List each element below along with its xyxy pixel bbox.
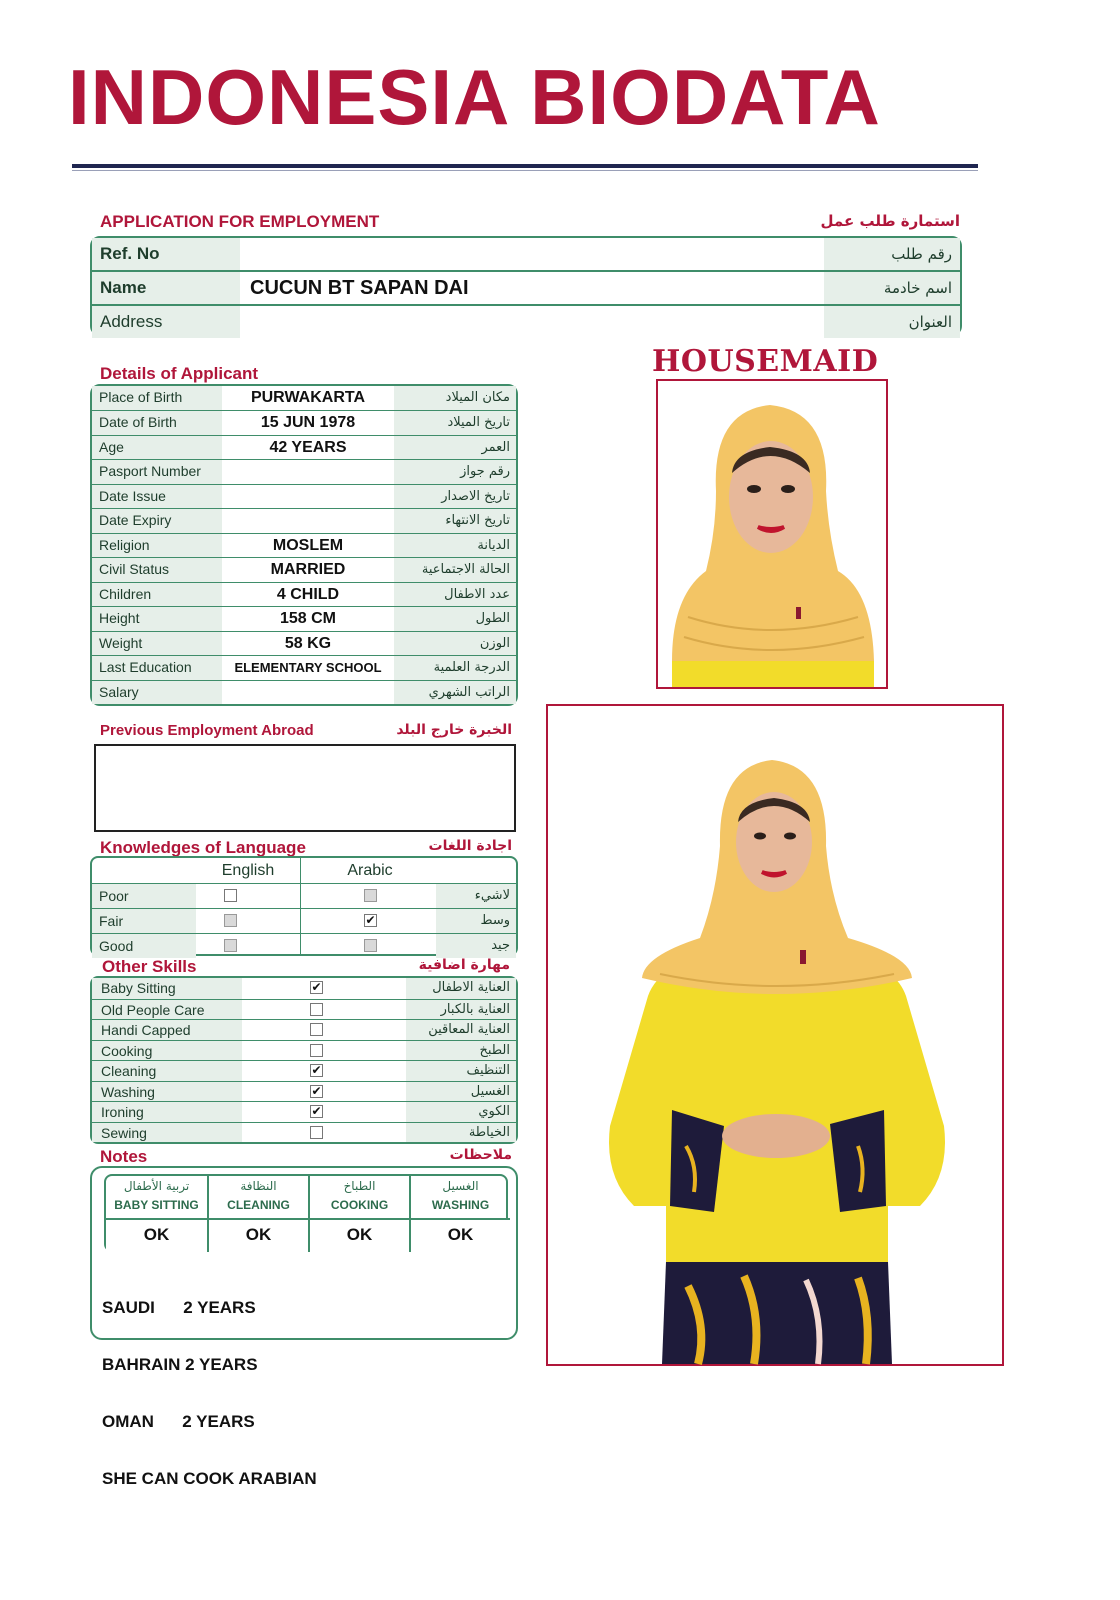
detail-label-arabic: تاريخ الانتهاء — [394, 509, 516, 532]
skill-checkbox[interactable] — [310, 1003, 323, 1016]
notes-col-value: OK — [209, 1218, 308, 1254]
detail-value: MOSLEM — [222, 534, 394, 557]
skills-heading-arabic: مهارة اضافية — [418, 957, 510, 973]
notes-col-washing — [409, 1176, 510, 1250]
title-divider — [72, 164, 978, 168]
arabic-poor-checkbox[interactable] — [364, 889, 377, 902]
notes-col-label: WASHING — [431, 1198, 490, 1212]
skill-row — [92, 1101, 516, 1122]
detail-value — [222, 509, 394, 532]
ref-no-row — [92, 238, 960, 270]
detail-label: Last Education — [92, 656, 222, 679]
detail-row — [92, 410, 516, 434]
ref-no-label-arabic: رقم طلب — [824, 238, 960, 270]
skill-row — [92, 978, 516, 999]
skill-checkbox[interactable]: ✔ — [311, 980, 322, 994]
skill-label-arabic: الطبخ — [406, 1041, 516, 1061]
details-table — [90, 384, 518, 706]
detail-row — [92, 533, 516, 557]
detail-row — [92, 508, 516, 532]
notes-col-arabic: تربية الأطفال — [123, 1179, 190, 1193]
detail-row — [92, 680, 516, 704]
notes-line: BAHRAIN 2 YEARS — [102, 1355, 258, 1374]
detail-row — [92, 582, 516, 606]
language-row-fair — [92, 908, 516, 933]
skill-label: Handi Capped — [92, 1020, 242, 1040]
notes-col-label: CLEANING — [227, 1198, 290, 1212]
language-row-good — [92, 933, 516, 958]
skill-label-arabic: العناية المعاقين — [406, 1020, 516, 1040]
name-label: Name — [92, 272, 240, 304]
english-poor-checkbox[interactable] — [224, 889, 237, 902]
skill-label-arabic: الخياطة — [406, 1123, 516, 1143]
language-col-english: English — [221, 862, 275, 879]
detail-label: Date of Birth — [92, 411, 222, 434]
notes-skill-grid — [104, 1174, 508, 1252]
detail-label-arabic: الديانة — [394, 534, 516, 557]
skill-checkbox[interactable]: ✔ — [311, 1083, 322, 1098]
full-body-illustration — [548, 706, 1002, 1364]
address-row — [92, 304, 960, 338]
address-value — [240, 306, 824, 338]
name-row — [92, 270, 960, 304]
skill-row — [92, 1019, 516, 1040]
portrait-photo — [656, 379, 888, 689]
skill-label-arabic: الغسيل — [406, 1082, 516, 1102]
language-table — [90, 856, 518, 956]
detail-value — [222, 460, 394, 483]
application-heading-arabic: استمارة طلب عمل — [820, 212, 960, 230]
ref-no-label: Ref. No — [92, 238, 240, 270]
detail-label-arabic: الوزن — [394, 632, 516, 655]
notes-box — [90, 1166, 518, 1488]
name-label-arabic: اسم خادمة — [824, 272, 960, 304]
detail-value: ELEMENTARY SCHOOL — [222, 656, 394, 679]
arabic-fair-checkbox[interactable]: ✔ — [365, 913, 376, 927]
skill-label: Sewing — [92, 1123, 242, 1143]
language-heading-arabic: اجادة اللغات — [428, 838, 512, 854]
detail-label: Date Issue — [92, 485, 222, 508]
skill-label: Baby Sitting — [92, 978, 242, 999]
skills-table — [90, 976, 518, 1144]
notes-col-value: OK — [411, 1218, 510, 1254]
page-title: INDONESIA BIODATA — [68, 53, 881, 141]
application-heading: APPLICATION FOR EMPLOYMENT — [100, 212, 380, 231]
detail-value — [222, 681, 394, 704]
skill-checkbox[interactable]: ✔ — [311, 1063, 322, 1077]
arabic-good-checkbox[interactable] — [364, 939, 377, 952]
notes-heading: Notes — [100, 1147, 148, 1166]
detail-label-arabic: العمر — [394, 436, 516, 459]
detail-value: PURWAKARTA — [222, 386, 394, 410]
detail-label: Children — [92, 583, 222, 606]
detail-label-arabic: الدرجة العلمية — [394, 656, 516, 679]
detail-label-arabic: رقم جواز — [394, 460, 516, 483]
notes-line: OMAN 2 YEARS — [102, 1412, 255, 1431]
skill-label-arabic: التنظيف — [406, 1061, 516, 1081]
detail-label: Religion — [92, 534, 222, 557]
detail-row — [92, 484, 516, 508]
name-value: CUCUN BT SAPAN DAI — [240, 272, 824, 304]
notes-col-value: OK — [106, 1218, 207, 1254]
notes-col-cooking — [308, 1176, 409, 1250]
portrait-illustration — [658, 381, 886, 687]
detail-value — [222, 485, 394, 508]
full-body-photo — [546, 704, 1004, 1366]
skill-label: Cooking — [92, 1041, 242, 1061]
detail-row — [92, 386, 516, 410]
detail-row — [92, 435, 516, 459]
english-good-checkbox[interactable] — [224, 939, 237, 952]
detail-label-arabic: عدد الاطفال — [394, 583, 516, 606]
language-label-fair: Fair — [92, 909, 196, 933]
skill-row — [92, 1060, 516, 1081]
language-label-fair-arabic: وسط — [436, 909, 516, 933]
detail-row — [92, 557, 516, 581]
detail-label: Height — [92, 607, 222, 630]
detail-row — [92, 459, 516, 483]
language-col-arabic: Arabic — [347, 862, 393, 879]
detail-label: Age — [92, 436, 222, 459]
skill-row — [92, 1122, 516, 1143]
notes-heading-arabic: ملاحظات — [449, 1147, 512, 1163]
skill-checkbox[interactable] — [310, 1044, 323, 1057]
detail-label-arabic: مكان الميلاد — [394, 386, 516, 410]
notes-col-arabic: الطباخ — [343, 1179, 376, 1193]
skill-label-arabic: العناية بالكبار — [406, 1000, 516, 1020]
detail-label-arabic: تاريخ الاصدار — [394, 485, 516, 508]
skill-label: Old People Care — [92, 1000, 242, 1020]
address-label: Address — [92, 306, 240, 338]
english-fair-checkbox[interactable] — [224, 914, 237, 927]
notes-text — [102, 1260, 317, 1526]
previous-employment-heading-arabic: الخبرة خارج البلد — [396, 722, 512, 738]
notes-line: SHE CAN COOK ARABIAN — [102, 1469, 317, 1488]
language-label-poor: Poor — [92, 884, 196, 908]
skill-row — [92, 999, 516, 1020]
detail-value: 58 KG — [222, 632, 394, 655]
previous-employment-box — [94, 744, 516, 832]
detail-value: 4 CHILD — [222, 583, 394, 606]
detail-label: Salary — [92, 681, 222, 704]
skill-checkbox[interactable] — [310, 1023, 323, 1036]
detail-label: Weight — [92, 632, 222, 655]
notes-col-arabic: الغسيل — [442, 1179, 479, 1193]
detail-label-arabic: تاريخ الميلاد — [394, 411, 516, 434]
previous-employment-heading: Previous Employment Abroad — [100, 722, 314, 739]
detail-row — [92, 655, 516, 679]
skill-label-arabic: العناية الاطفال — [406, 978, 516, 999]
notes-col-arabic: النظافة — [240, 1179, 277, 1193]
language-label-poor-arabic: لاشيء — [436, 884, 516, 908]
skill-checkbox[interactable] — [310, 1126, 323, 1139]
notes-col-cleaning — [207, 1176, 308, 1250]
language-label-good: Good — [92, 934, 196, 958]
notes-line: SAUDI 2 YEARS — [102, 1298, 256, 1317]
skill-label: Washing — [92, 1082, 242, 1102]
detail-label: Pasport Number — [92, 460, 222, 483]
detail-label: Date Expiry — [92, 509, 222, 532]
notes-col-label: COOKING — [330, 1198, 389, 1212]
skill-checkbox[interactable]: ✔ — [311, 1104, 322, 1118]
skill-row — [92, 1040, 516, 1061]
detail-label-arabic: الحالة الاجتماعية — [394, 558, 516, 581]
detail-value: 42 YEARS — [222, 436, 394, 459]
skill-label: Cleaning — [92, 1061, 242, 1081]
language-heading: Knowledges of Language — [100, 838, 306, 857]
skill-label-arabic: الكوي — [406, 1102, 516, 1122]
detail-row — [92, 631, 516, 655]
language-row-poor — [92, 883, 516, 908]
detail-label-arabic: الطول — [394, 607, 516, 630]
notes-col-value: OK — [310, 1218, 409, 1254]
housemaid-label: HOUSEMAID — [652, 344, 879, 379]
notes-col-baby-sitting — [106, 1176, 207, 1250]
detail-value: MARRIED — [222, 558, 394, 581]
detail-row — [92, 606, 516, 630]
title-divider-thin — [72, 170, 978, 171]
detail-value: 15 JUN 1978 — [222, 411, 394, 434]
ref-no-value — [240, 238, 824, 270]
skill-row — [92, 1081, 516, 1102]
details-heading: Details of Applicant — [100, 364, 259, 383]
language-label-good-arabic: جيد — [436, 934, 516, 958]
application-table — [90, 236, 962, 336]
address-label-arabic: العنوان — [824, 306, 960, 338]
skills-heading: Other Skills — [102, 957, 197, 976]
notes-col-label: BABY SITTING — [114, 1198, 199, 1212]
detail-value: 158 CM — [222, 607, 394, 630]
detail-label: Place of Birth — [92, 386, 222, 410]
detail-label-arabic: الراتب الشهري — [394, 681, 516, 704]
skill-label: Ironing — [92, 1102, 242, 1122]
detail-label: Civil Status — [92, 558, 222, 581]
